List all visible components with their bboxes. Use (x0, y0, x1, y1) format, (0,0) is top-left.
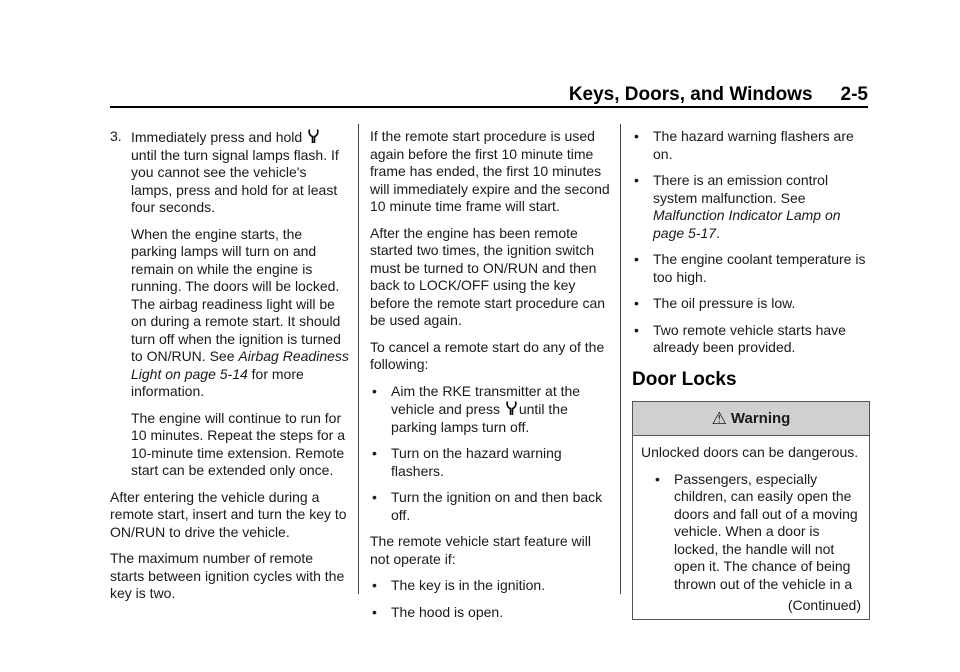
list-item: • The engine coolant temperature is too high. (634, 251, 866, 285)
warning-body (633, 436, 869, 619)
column-1 (110, 128, 350, 612)
warning-header (633, 402, 869, 436)
header-rule (110, 106, 868, 108)
airbag-reference-link[interactable]: Airbag Readiness Light on page 5-14 (131, 348, 349, 382)
cancel-paragraph: To cancel a remote start do any of the following: (370, 338, 605, 372)
door-locks-heading: Door Locks (632, 368, 737, 390)
column-3 (632, 128, 870, 620)
step-3: 3. Immediately press and hold (110, 128, 350, 147)
list-item: • The key is in the ignition. (372, 577, 546, 593)
not-operate-paragraph: The remote vehicle start feature will not operate if: (370, 533, 591, 567)
list-item: • The hood is open. (372, 603, 504, 620)
step-number: 3. (110, 128, 122, 144)
repeat-paragraph: If the remote start procedure is used again before the first 10 minute time frame has ended, the first 10 minutes will immediately expire and the second 10 minute time frame will start. (370, 128, 610, 214)
warning-intro: Unlocked doors can be dangerous. (641, 444, 859, 460)
list-item: • Passengers, especially children, can easily open the doors and fall out of a moving vehicle. When a door is locked, the handle will not open it. The chance of being thrown out of the vehicle in a (655, 470, 858, 592)
engine-start-paragraph: When the engine starts, the parking lamps will turn on and remain on while the engine is running. The doors will be locked. The airbag readiness light will be on during a remote start. It should turn off when the ignition is turned to ON/RUN. See Airbag Readiness Light on page 5-14 for more information. (131, 225, 349, 399)
list-item: • The oil pressure is low. (634, 295, 796, 311)
section-title: Keys, Doors, and Windows (568, 84, 813, 105)
list-item: • Turn on the hazard warning flashers. (372, 445, 562, 479)
warning-title: Warning (730, 409, 791, 427)
continued-label: (Continued) (787, 597, 861, 613)
step-3-detail: until the turn signal lamps flash. If you cannot see the vehicle's lamps, press and hold for at least four seconds. (131, 146, 339, 215)
warning-box (632, 401, 870, 620)
twice-paragraph: After the engine has been remote started two times, the ignition switch must be turned to ON/RUN and then back to LOCK/OFF using the key before the remote start procedure can be used again. (370, 224, 606, 328)
engine-continue-paragraph: The engine will continue to run for 10 minutes. Repeat the steps for a 10-minute time extension. Remote start can be extended only once. (131, 409, 346, 478)
max-starts-paragraph: The maximum number of remote starts between ignition cycles with the key is two. (110, 550, 345, 601)
list-item: • Aim the RKE transmitter at the vehicle and press until the parking lamps turn off. (372, 382, 581, 435)
remote-start-icon (506, 400, 517, 416)
page-number: 2-5 (840, 84, 868, 105)
list-item: • Turn the ignition on and then back off. (372, 489, 603, 523)
page-header (110, 78, 868, 106)
after-entering-paragraph: After entering the vehicle during a remote start, insert and turn the key to ON/RUN to drive the vehicle. (110, 488, 347, 540)
list-item: • The hazard warning flashers are on. (634, 128, 854, 162)
list-item: • There is an emission control system malfunction. See Malfunction Indicator Lamp on page 5-17. (634, 172, 841, 241)
column-divider-2 (620, 124, 621, 594)
column-divider-1 (358, 124, 359, 594)
column-2 (370, 128, 610, 630)
remote-start-icon (308, 128, 319, 144)
warning-icon: ⚠ (711, 408, 727, 428)
mil-reference-link[interactable]: Malfunction Indicator Lamp on page 5-17 (653, 207, 841, 241)
list-item: • Two remote vehicle starts have already been provided. (634, 321, 846, 355)
